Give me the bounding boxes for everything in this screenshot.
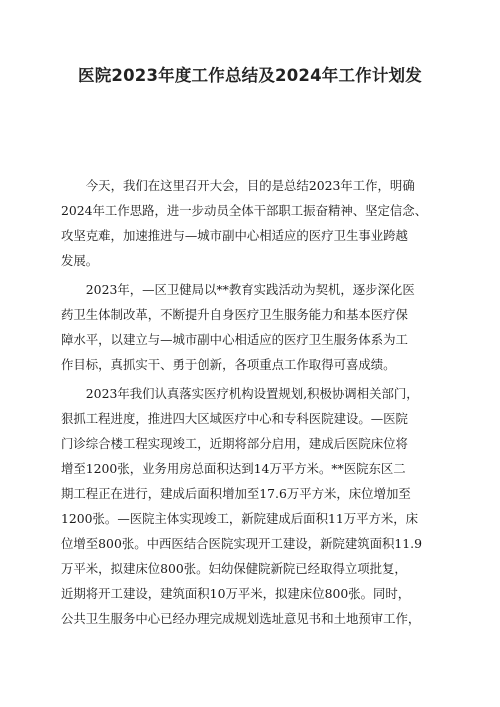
paragraph-line: 门诊综合楼工程实现竣工，近期将部分启用，建成后医院床位将 <box>61 436 408 451</box>
paragraph-2 <box>61 277 445 377</box>
paragraph-line: 狠抓工程进度，推进四大区域医疗中心和专科医院建设。—医院 <box>61 411 408 426</box>
paragraph-3 <box>61 381 445 631</box>
paragraph-line: 2024年工作思路，进一步动员全体干部职工振奋精神、坚定信念、 <box>61 203 428 218</box>
paragraph-line: 位增至800张。中西医结合医院实现开工建设，新院建筑面积11.9 <box>61 536 423 551</box>
paragraph-1 <box>61 173 445 273</box>
paragraph-line: 万平米，拟建床位800张。妇幼保健院新院已经取得立项批复， <box>61 561 407 576</box>
paragraph-line: 作目标，真抓实干、勇于创新，各项重点工作取得可喜成绩。 <box>61 357 396 372</box>
paragraph-line: 药卫生体制改革，不断提升自身医疗卫生服务能力和基本医疗保 <box>61 307 408 322</box>
paragraph-line: 障水平，以建立与—城市副中心相适应的医疗卫生服务体系为工 <box>61 332 408 347</box>
paragraph-line: 2023年我们认真落实医疗机构设置规划,积极协调相关部门， <box>85 386 419 401</box>
document-body <box>61 173 445 635</box>
paragraph-line: 攻坚克难，加速推进与—城市副中心相适应的医疗卫生事业跨越 <box>61 228 408 243</box>
document-title: 医院2023年度工作总结及2024年工作计划发 <box>78 66 422 85</box>
paragraph-line: 近期将开工建设，建筑面积10万平米，拟建床位800张。同时， <box>61 586 411 601</box>
paragraph-line: 公共卫生服务中心已经办理完成规划选址意见书和土地预审工作， <box>61 611 421 626</box>
paragraph-line: 增至1200张，业务用房总面积达到14万平方米。**医院东区二 <box>61 461 406 476</box>
paragraph-line: 今天，我们在这里召开大会，目的是总结2023年工作，明确 <box>85 178 415 193</box>
paragraph-line: 期工程正在进行，建成后面积增加至17.6万平方米，床位增加至 <box>61 486 411 501</box>
paragraph-line: 1200张。—医院主体实现竣工，新院建成后面积11万平方米，床 <box>61 511 419 526</box>
paragraph-line: 2023年，—区卫健局以**教育实践活动为契机，逐步深化医 <box>85 282 415 297</box>
paragraph-line: 发展。 <box>61 253 99 268</box>
